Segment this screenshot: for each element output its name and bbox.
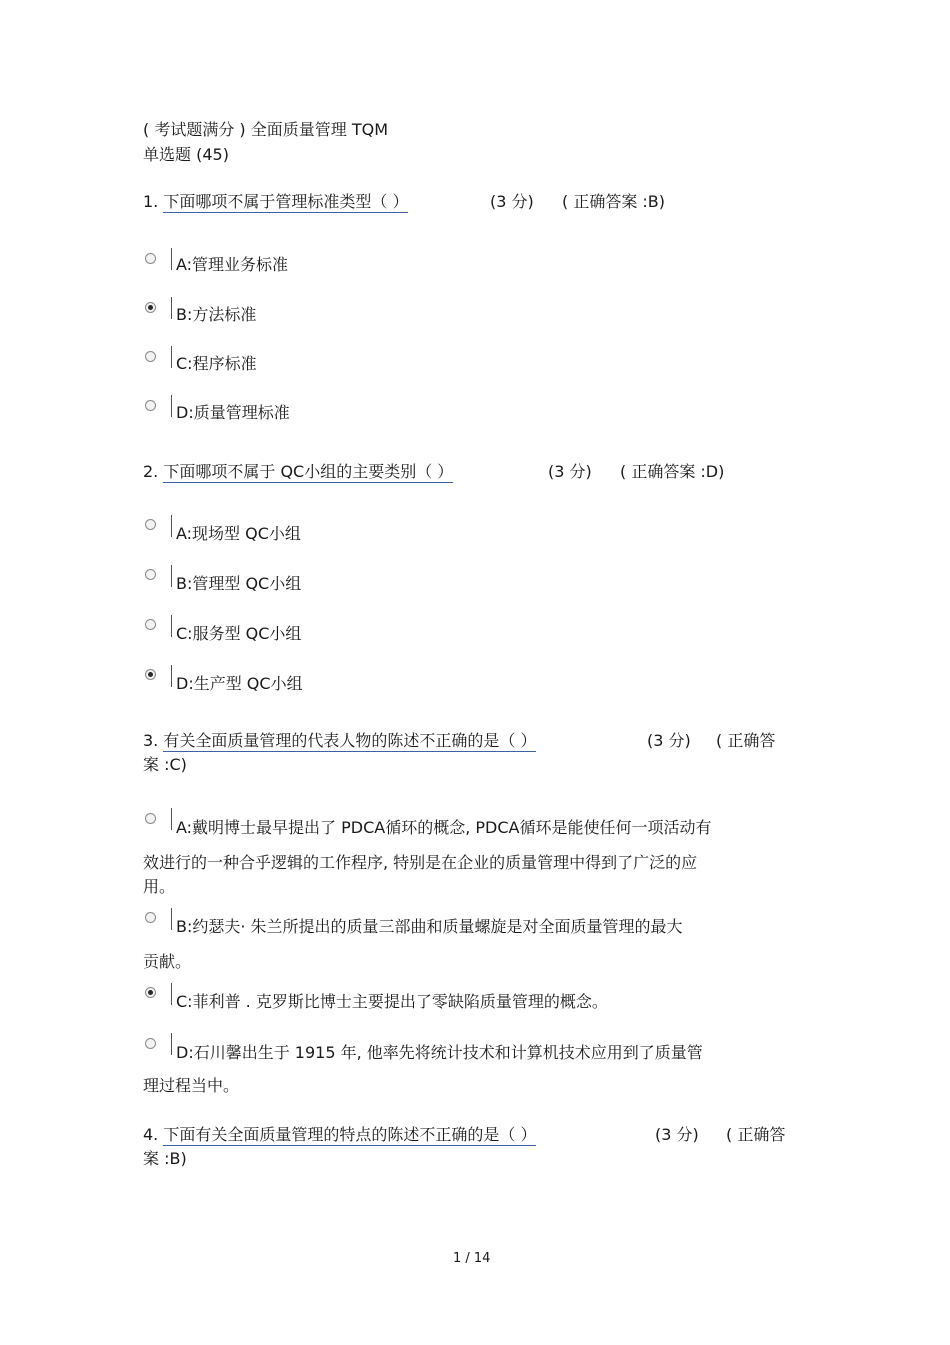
question-number: 4. bbox=[143, 1125, 159, 1144]
option-divider bbox=[171, 565, 172, 587]
correct-answer-cont: 案 :B) bbox=[143, 1149, 187, 1168]
option-b-radio[interactable] bbox=[145, 302, 156, 313]
question-score: (3 分) bbox=[655, 1125, 699, 1144]
page-number: 1 / 14 bbox=[453, 1251, 491, 1266]
option-divider bbox=[171, 248, 172, 270]
option-d-label-cont: 理过程当中。 bbox=[143, 1076, 240, 1095]
option-c-label: C:服务型 QC小组 bbox=[176, 624, 302, 643]
option-c-label: C:菲利普 . 克罗斯比博士主要提出了零缺陷质量管理的概念。 bbox=[176, 992, 608, 1011]
option-c-radio[interactable] bbox=[145, 619, 156, 630]
correct-answer: ( 正确答 bbox=[716, 731, 776, 750]
option-divider bbox=[171, 1033, 172, 1055]
option-d-radio[interactable] bbox=[145, 400, 156, 411]
option-a-radio[interactable] bbox=[145, 813, 156, 824]
option-b-radio[interactable] bbox=[145, 912, 156, 923]
option-divider bbox=[171, 983, 172, 1005]
option-d-label: D:石川馨出生于 1915 年, 他率先将统计技术和计算机技术应用到了质量管 bbox=[176, 1043, 703, 1062]
correct-answer: ( 正确答案 :B) bbox=[562, 192, 666, 211]
option-divider bbox=[171, 808, 172, 830]
question-score: (3 分) bbox=[647, 731, 691, 750]
option-a-radio[interactable] bbox=[145, 253, 156, 264]
option-d-radio[interactable] bbox=[145, 669, 156, 680]
option-b-label-cont: 贡献。 bbox=[143, 952, 192, 971]
option-d-label: D:生产型 QC小组 bbox=[176, 674, 303, 693]
question-text: 下面有关全面质量管理的特点的陈述不正确的是（ ） bbox=[163, 1125, 537, 1144]
question-1 bbox=[143, 191, 408, 213]
option-a-radio[interactable] bbox=[145, 519, 156, 530]
option-c-label: C:程序标准 bbox=[176, 354, 257, 373]
question-score: (3 分) bbox=[548, 462, 592, 481]
option-b-radio[interactable] bbox=[145, 569, 156, 580]
question-number: 3. bbox=[143, 731, 159, 750]
question-3 bbox=[143, 730, 536, 752]
option-b-label: B:约瑟夫· 朱兰所提出的质量三部曲和质量螺旋是对全面质量管理的最大 bbox=[176, 917, 683, 936]
question-text: 下面哪项不属于管理标准类型（ ） bbox=[163, 192, 409, 211]
question-2 bbox=[143, 461, 453, 483]
option-c-radio[interactable] bbox=[145, 987, 156, 998]
option-divider bbox=[171, 395, 172, 417]
correct-answer-cont: 案 :C) bbox=[143, 755, 187, 774]
question-text: 有关全面质量管理的代表人物的陈述不正确的是（ ） bbox=[163, 731, 537, 750]
question-number: 1. bbox=[143, 192, 159, 211]
option-b-label: B:方法标准 bbox=[176, 305, 257, 324]
option-a-label: A:现场型 QC小组 bbox=[176, 524, 301, 543]
option-divider bbox=[171, 908, 172, 930]
option-d-label: D:质量管理标准 bbox=[176, 403, 290, 422]
option-b-label: B:管理型 QC小组 bbox=[176, 574, 302, 593]
question-number: 2. bbox=[143, 462, 159, 481]
option-c-radio[interactable] bbox=[145, 351, 156, 362]
option-divider bbox=[171, 665, 172, 687]
correct-answer: ( 正确答 bbox=[726, 1125, 786, 1144]
option-a-label-end: 用。 bbox=[143, 877, 176, 896]
option-divider bbox=[171, 615, 172, 637]
question-text: 下面哪项不属于 QC小组的主要类别（ ） bbox=[163, 462, 454, 481]
correct-answer: ( 正确答案 :D) bbox=[620, 462, 725, 481]
document-title: ( 考试题满分 ) 全面质量管理 TQM bbox=[143, 120, 389, 139]
option-a-label: A:管理业务标准 bbox=[176, 255, 289, 274]
question-4 bbox=[143, 1124, 536, 1146]
option-a-label-cont: 效进行的一种合乎逻辑的工作程序, 特别是在企业的质量管理中得到了广泛的应 bbox=[143, 853, 698, 872]
option-divider bbox=[171, 515, 172, 537]
question-score: (3 分) bbox=[490, 192, 534, 211]
option-divider bbox=[171, 297, 172, 319]
option-d-radio[interactable] bbox=[145, 1038, 156, 1049]
option-divider bbox=[171, 346, 172, 368]
section-heading: 单选题 (45) bbox=[143, 145, 229, 164]
option-a-label: A:戴明博士最早提出了 PDCA循环的概念, PDCA循环是能使任何一项活动有 bbox=[176, 818, 712, 837]
